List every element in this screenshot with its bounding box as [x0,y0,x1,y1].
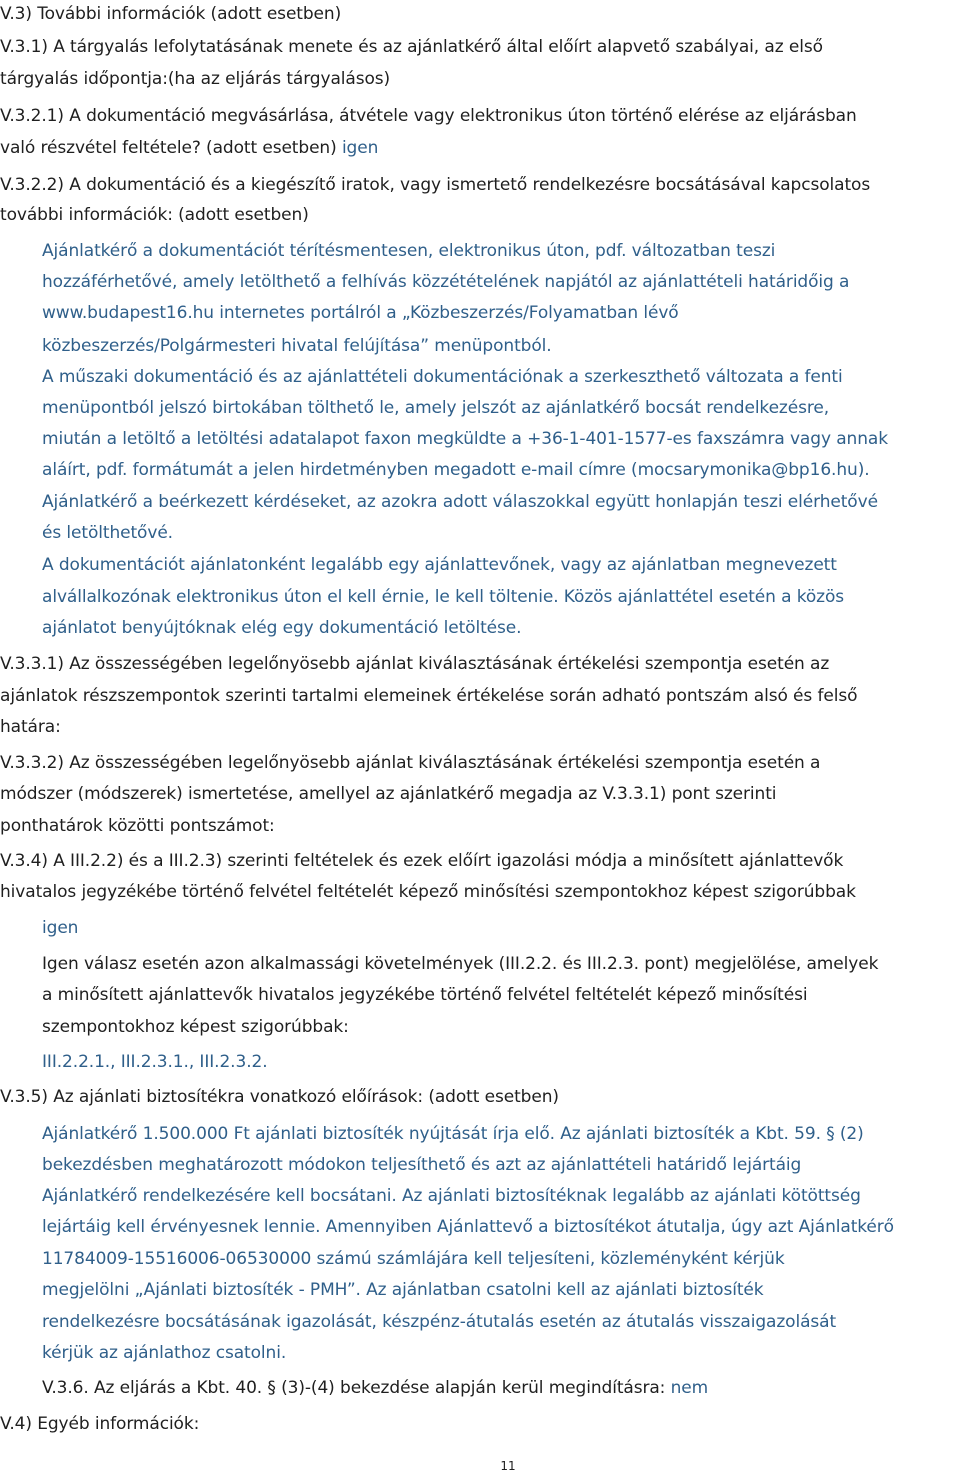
text-line: V.3.3.1) Az összességében legelőnyösebb ajánlat kiválasztásának értékelési szempontja esetén az [0,654,830,674]
section-heading-v3: V.3) További információk (adott esetben) [0,4,342,24]
answer-line: lejártáig kell érvényesnek lennie. Amennyiben Ajánlattevő a biztosítékot átutalja, úgy azt Ajánlatkérő [42,1217,894,1237]
answer-line: menüpontból jelszó birtokában tölthető le, amely jelszót az ajánlatkérő bocsát rendelkezésre, [42,398,830,418]
text-line: további információk: (adott esetben) [0,205,309,225]
answer-line: Ajánlatkérő 1.500.000 Ft ajánlati biztosíték nyújtását írja elő. Az ajánlati biztosíték a Kbt. 59. § (2) [42,1124,864,1144]
text-line: módszer (módszerek) ismertetése, amellyel az ajánlatkérő megadja az V.3.3.1) pont szerinti [0,784,777,804]
answer-line: III.2.2.1., III.2.3.1., III.2.3.2. [42,1052,268,1072]
answer-line: www.budapest16.hu internetes portálról a „Közbeszerzés/Folyamatban lévő [42,303,679,323]
answer-value: igen [341,138,379,158]
text-line: Igen válasz esetén azon alkalmassági követelmények (III.2.2. és III.2.3. pont) megjelölése, amelyek [42,954,879,974]
text-line: V.3.1) A tárgyalás lefolytatásának menete és az ajánlatkérő által előírt alapvető szabályai, az első [0,37,823,57]
answer-line: közbeszerzés/Polgármesteri hivatal felújítása” menüpontból. [42,336,552,356]
answer-value: nem [670,1378,709,1398]
answer-line: Ajánlatkérő a dokumentációt térítésmentesen, elektronikus úton, pdf. változatban teszi [42,241,776,261]
answer-line: alvállalkozónak elektronikus úton el kell érnie, le kell töltenie. Közös ajánlattétel esetén a közös [42,587,845,607]
text-line: V.3.2.1) A dokumentáció megvásárlása, átvétele vagy elektronikus úton történő elérése az eljárásban [0,106,857,126]
text-line: való részvétel feltétele? (adott esetben) igen [0,138,379,158]
answer-line: és letölthetővé. [42,523,173,543]
answer-line: miután a letöltő a letöltési adatalapot faxon megküldte a +36-1-401-1577-es faxszámra vagy annak [42,429,888,449]
text-line: V.3.2.2) A dokumentáció és a kiegészítő iratok, vagy ismertető rendelkezésre bocsátásával kapcsolatos [0,175,871,195]
text-line: V.3.5) Az ajánlati biztosítékra vonatkozó előírások: (adott esetben) [0,1087,559,1107]
answer-line: bekezdésben meghatározott módokon teljesíthető és azt az ajánlattételi határidő lejártáig [42,1155,802,1175]
text-line: ponthatárok közötti pontszámot: [0,816,275,836]
text-line: határa: [0,717,61,737]
section-heading-v4: V.4) Egyéb információk: [0,1414,200,1434]
answer-line: igen [42,918,79,938]
text-line: a minősített ajánlattevők hivatalos jegyzékébe történő felvétel feltételét képező minősítési [42,985,808,1005]
answer-line: aláírt, pdf. formátumát a jelen hirdetményben megadott e-mail címre (mocsarymonika@bp16.hu). [42,460,870,480]
answer-line: Ajánlatkérő rendelkezésére kell bocsátani. Az ajánlati biztosítéknak legalább az ajánlati kötöttség [42,1186,861,1206]
answer-line: A dokumentációt ajánlatonként legalább egy ajánlattevőnek, vagy az ajánlatban megnevezett [42,555,837,575]
answer-line: hozzáférhetővé, amely letölthető a felhívás közzétételének napjától az ajánlattételi határidőig a [42,272,850,292]
page-number: 11 [500,1459,516,1473]
text-line: V.3.6. Az eljárás a Kbt. 40. § (3)-(4) bekezdése alapján kerül megindításra: nem [42,1378,709,1398]
text-line: V.3.4) A III.2.2) és a III.2.3) szerinti feltételek és ezek előírt igazolási módja a minősített ajánlattevők [0,851,844,871]
answer-line: rendelkezésre bocsátásának igazolását, készpénz-átutalás esetén az átutalás visszaigazolását [42,1312,837,1332]
answer-line: A műszaki dokumentáció és az ajánlattételi dokumentációnak a szerkeszthető változata a fenti [42,367,843,387]
answer-line: ajánlatot benyújtóknak elég egy dokumentáció letöltése. [42,618,522,638]
answer-line: kérjük az ajánlathoz csatolni. [42,1343,287,1363]
text-line: szempontokhoz képest szigorúbbak: [42,1017,349,1037]
answer-line: megjelölni „Ajánlati biztosíték - PMH”. Az ajánlatban csatolni kell az ajánlati biztosíték [42,1280,764,1300]
text-line: V.3.3.2) Az összességében legelőnyösebb ajánlat kiválasztásának értékelési szempontja esetén a [0,753,821,773]
text-line: tárgyalás időpontja:(ha az eljárás tárgyalásos) [0,69,391,89]
answer-line: 11784009-15516006-06530000 számú számlájára kell teljesíteni, közleményként kérjük [42,1249,785,1269]
answer-line: Ajánlatkérő a beérkezett kérdéseket, az azokra adott válaszokkal együtt honlapján teszi elérhetővé [42,492,878,512]
text-line: ajánlatok részszempontok szerinti tartalmi elemeinek értékelése során adható pontszám alsó és felső [0,686,858,706]
text-line: hivatalos jegyzékébe történő felvétel feltételét képező minősítési szempontokhoz képest szigorúbbak [0,882,856,902]
